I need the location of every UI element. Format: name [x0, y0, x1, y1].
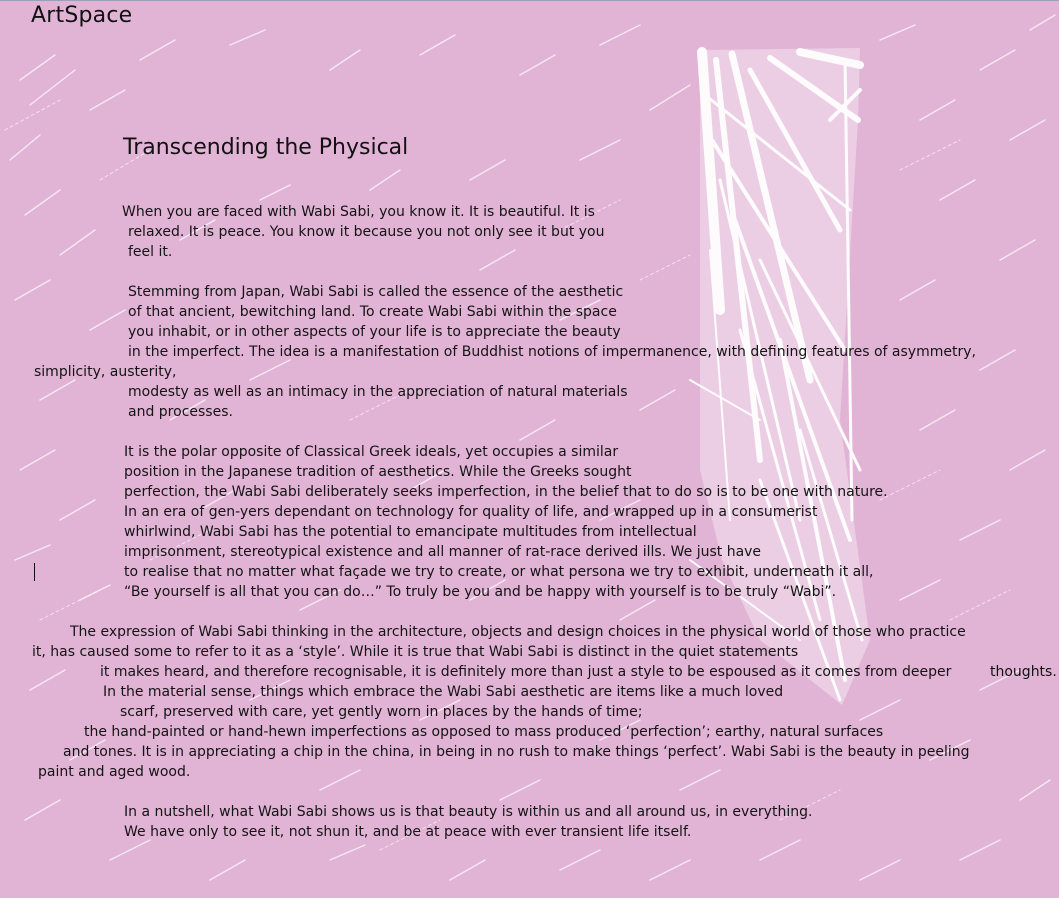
paragraph-line: In a nutshell, what Wabi Sabi shows us is that beauty is within us and all around us, in everything.: [124, 804, 813, 820]
paragraph-line: whirlwind, Wabi Sabi has the potential to emancipate multitudes from intellectual: [124, 524, 697, 540]
paragraph-line: We have only to see it, not shun it, and be at peace with ever transient life itself.: [124, 824, 692, 840]
paragraph-line: position in the Japanese tradition of aesthetics. While the Greeks sought: [124, 464, 632, 480]
paragraph-line: In the material sense, things which embrace the Wabi Sabi aesthetic are items like a much loved: [103, 684, 784, 700]
paragraph-line: and tones. It is in appreciating a chip in the china, in being in no rush to make things ‘perfect’. Wabi Sabi is the beauty in peeling: [63, 744, 970, 760]
paragraph-line: in the imperfect. The idea is a manifestation of Buddhist notions of impermanence, with defining features of asymmetry,: [128, 344, 976, 360]
paragraph-line: simplicity, austerity,: [34, 364, 177, 380]
paragraph-line: In an era of gen-yers dependant on technology for quality of life, and wrapped up in a consumerist: [124, 504, 818, 520]
paragraph-line: to realise that no matter what façade we try to create, or what persona we try to exhibit, underneath it all,: [124, 564, 874, 580]
paragraph-line: of that ancient, bewitching land. To create Wabi Sabi within the space: [128, 304, 617, 320]
paragraph-line: “Be yourself is all that you can do…” To truly be you and be happy with yourself is to be truly “Wabi”.: [124, 584, 837, 600]
paragraph-line: the hand-painted or hand-hewn imperfections as opposed to mass produced ‘perfection’; earthy, natural surfaces: [84, 724, 884, 740]
paragraph-line: imprisonment, stereotypical existence and all manner of rat-race derived ills. We just have: [124, 544, 762, 560]
paragraph-line: perfection, the Wabi Sabi deliberately seeks imperfection, in the belief that to do so is to be one with nature.: [124, 484, 888, 500]
paragraph-line: you inhabit, or in other aspects of your life is to appreciate the beauty: [128, 324, 621, 340]
paragraph-line: When you are faced with Wabi Sabi, you know it. It is beautiful. It is: [122, 204, 595, 220]
paragraph-line: it makes heard, and therefore recognisable, it is definitely more than just a style to be espoused as it comes from deeper: [100, 664, 952, 680]
page-title: Transcending the Physical: [123, 135, 409, 160]
paragraph-line: modesty as well as an intimacy in the appreciation of natural materials: [128, 384, 628, 400]
paragraph-line: scarf, preserved with care, yet gently worn in places by the hands of time;: [120, 704, 643, 720]
paragraph-line: paint and aged wood.: [38, 764, 191, 780]
text-cursor: [34, 563, 35, 581]
paragraph-line: The expression of Wabi Sabi thinking in the architecture, objects and design choices in the physical world of those who practice: [70, 624, 966, 640]
site-logo[interactable]: ArtSpace: [31, 3, 133, 28]
trailing-word: thoughts.: [990, 664, 1057, 680]
paragraph-line: relaxed. It is peace. You know it because you not only see it but you: [128, 224, 605, 240]
paragraph-line: and processes.: [128, 404, 233, 420]
paragraph-line: Stemming from Japan, Wabi Sabi is called the essence of the aesthetic: [128, 284, 624, 300]
paragraph-line: It is the polar opposite of Classical Greek ideals, yet occupies a similar: [124, 444, 619, 460]
paragraph-line: feel it.: [128, 244, 173, 260]
paragraph-line: it, has caused some to refer to it as a ‘style’. While it is true that Wabi Sabi is distinct in the quiet statements: [32, 644, 799, 660]
